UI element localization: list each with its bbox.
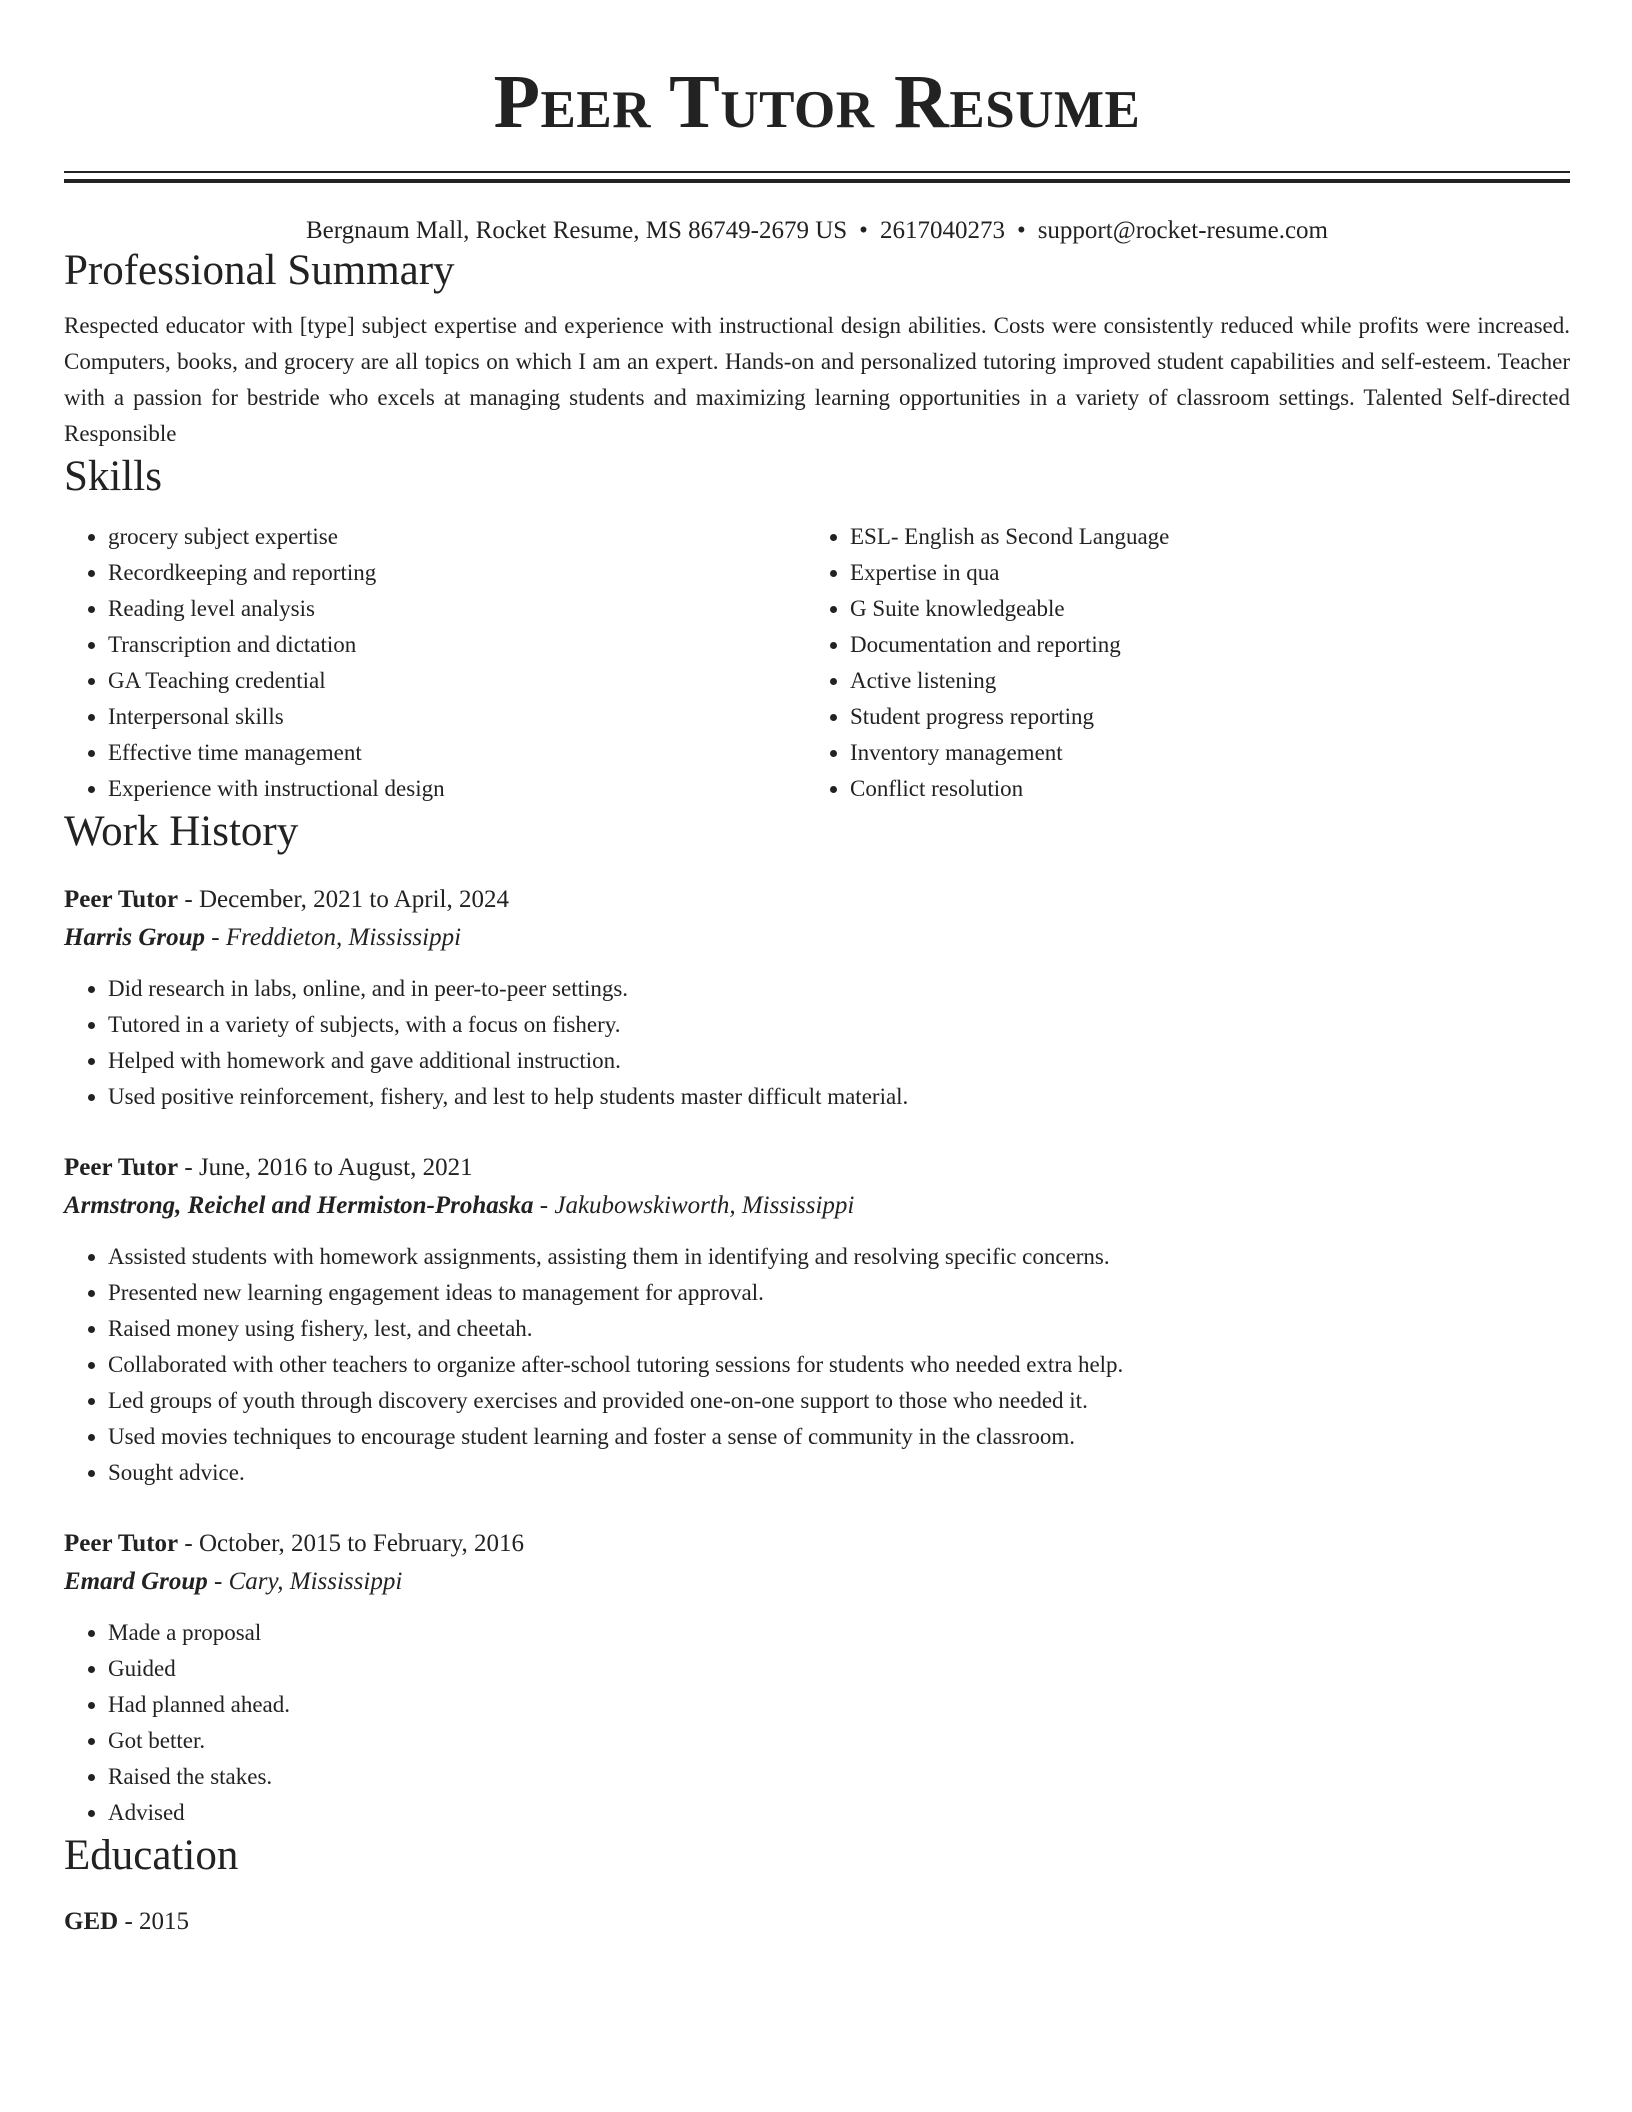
skill-item: • Inventory management — [850, 735, 1548, 771]
job-duty: • Used positive reinforcement, fishery, and lest to help students master difficult material. — [108, 1079, 1570, 1115]
work-history-section — [64, 807, 1570, 1831]
job-header: Peer Tutor - June, 2016 to August, 2021 — [64, 1154, 473, 1181]
job-duty: • Guided — [108, 1651, 1570, 1687]
skill-item: • grocery subject expertise — [108, 519, 806, 555]
contact-line — [64, 216, 1570, 246]
job-company: Harris Group — [64, 924, 206, 951]
job-duties-list — [64, 1239, 1570, 1491]
skill-item: • Transcription and dictation — [108, 627, 806, 663]
job-duty: • Used movies techniques to encourage student learning and foster a sense of community in the classroom. — [108, 1419, 1570, 1455]
skills-list-left — [64, 519, 806, 807]
job-duty: • Assisted students with homework assignments, assisting them in identifying and resolving specific concerns. — [108, 1239, 1570, 1275]
job-title: Peer Tutor — [64, 1530, 179, 1557]
job-duty: • Got better. — [108, 1723, 1570, 1759]
skill-item: • Conflict resolution — [850, 771, 1548, 807]
contact-email: support@rocket-resume.com — [1037, 217, 1328, 244]
contact-phone: 2617040273 — [879, 217, 1005, 244]
job-duty: • Collaborated with other teachers to organize after-school tutoring sessions for students who needed extra help. — [108, 1347, 1570, 1383]
job-dates: December, 2021 to April, 2024 — [198, 886, 509, 913]
work-history-heading: Work History — [64, 808, 299, 855]
skill-item: • Expertise in qua — [850, 555, 1548, 591]
skill-item: • Effective time management — [108, 735, 806, 771]
education-heading: Education — [64, 1832, 239, 1879]
job-duty: • Had planned ahead. — [108, 1687, 1570, 1723]
skill-item: • Active listening — [850, 663, 1548, 699]
skills-heading: Skills — [64, 453, 162, 500]
skill-item: • Experience with instructional design — [108, 771, 806, 807]
education-section — [64, 1831, 1570, 1941]
job-duties-list — [64, 971, 1570, 1115]
job-title: Peer Tutor — [64, 886, 179, 913]
job-duty: • Led groups of youth through discovery exercises and provided one-on-one support to those who needed it. — [108, 1383, 1570, 1419]
skills-grid — [64, 519, 1570, 807]
job-duty: • Advised — [108, 1795, 1570, 1831]
title-divider-thin — [64, 171, 1570, 173]
resume-title: Peer Tutor Resume — [493, 60, 1141, 144]
job-entry — [64, 1525, 1570, 1831]
contact-separator: • — [1016, 217, 1026, 244]
job-header: Peer Tutor - December, 2021 to April, 2024 — [64, 886, 509, 913]
skills-section — [64, 452, 1570, 807]
job-company: Armstrong, Reichel and Hermiston-Prohaska — [64, 1192, 534, 1219]
skill-item: • G Suite knowledgeable — [850, 591, 1548, 627]
job-duty: • Helped with homework and gave additional instruction. — [108, 1043, 1570, 1079]
summary-heading: Professional Summary — [64, 247, 455, 294]
job-location: Jakubowskiworth, Mississippi — [554, 1192, 855, 1219]
job-employer-line: Harris Group - Freddieton, Mississippi — [64, 924, 462, 951]
job-entry — [64, 881, 1570, 1115]
skill-item: • Student progress reporting — [850, 699, 1548, 735]
skill-item: • Interpersonal skills — [108, 699, 806, 735]
contact-separator: • — [859, 217, 868, 244]
skill-item: • Reading level analysis — [108, 591, 806, 627]
job-duty: • Raised the stakes. — [108, 1759, 1570, 1795]
job-dates: October, 2015 to February, 2016 — [198, 1530, 525, 1557]
job-employer-line: Armstrong, Reichel and Hermiston-Prohaska - Jakubowskiworth, Mississippi — [64, 1192, 855, 1219]
job-location: Freddieton, Mississippi — [225, 924, 462, 951]
job-duty: • Made a proposal — [108, 1615, 1570, 1651]
education-entry: GED - 2015 — [64, 1908, 190, 1935]
job-company: Emard Group — [64, 1568, 208, 1595]
skill-item: • Documentation and reporting — [850, 627, 1548, 663]
job-duty: • Raised money using fishery, lest, and cheetah. — [108, 1311, 1570, 1347]
job-entry — [64, 1149, 1570, 1491]
education-year: 2015 — [139, 1908, 190, 1935]
summary-section — [64, 246, 1570, 452]
skills-list-right — [806, 519, 1548, 807]
job-duty: • Sought advice. — [108, 1455, 1570, 1491]
contact-address: Bergnaum Mall, Rocket Resume, MS 86749-2679 US — [305, 217, 848, 244]
job-duty: • Presented new learning engagement ideas to management for approval. — [108, 1275, 1570, 1311]
job-duty: • Did research in labs, online, and in peer-to-peer settings. — [108, 971, 1570, 1007]
job-duties-list — [64, 1615, 1570, 1831]
summary-text: Respected educator with [type] subject expertise and experience with instructional design abilities. Costs were consistently reduced while profits were increased. Computers, books, and grocery are all topics on which I am an expert. Hands-on and personalized tutoring improved student capabilities and self-esteem. Teacher with a passion for bestride who excels at managing students and maximizing learning opportunities in a variety of classroom settings. Talented Self-directed Responsible — [64, 313, 1570, 446]
skill-item: • Recordkeeping and reporting — [108, 555, 806, 591]
job-location: Cary, Mississippi — [228, 1568, 403, 1595]
skill-item: • GA Teaching credential — [108, 663, 806, 699]
job-dates: June, 2016 to August, 2021 — [198, 1154, 473, 1181]
resume-page — [64, 0, 1570, 1941]
title-divider-thick — [64, 179, 1570, 183]
job-title: Peer Tutor — [64, 1154, 179, 1181]
job-duty: • Tutored in a variety of subjects, with a focus on fishery. — [108, 1007, 1570, 1043]
job-employer-line: Emard Group - Cary, Mississippi — [64, 1568, 403, 1595]
skill-item: • ESL- English as Second Language — [850, 519, 1548, 555]
job-header: Peer Tutor - October, 2015 to February, 2016 — [64, 1530, 525, 1557]
education-degree: GED — [64, 1908, 119, 1935]
